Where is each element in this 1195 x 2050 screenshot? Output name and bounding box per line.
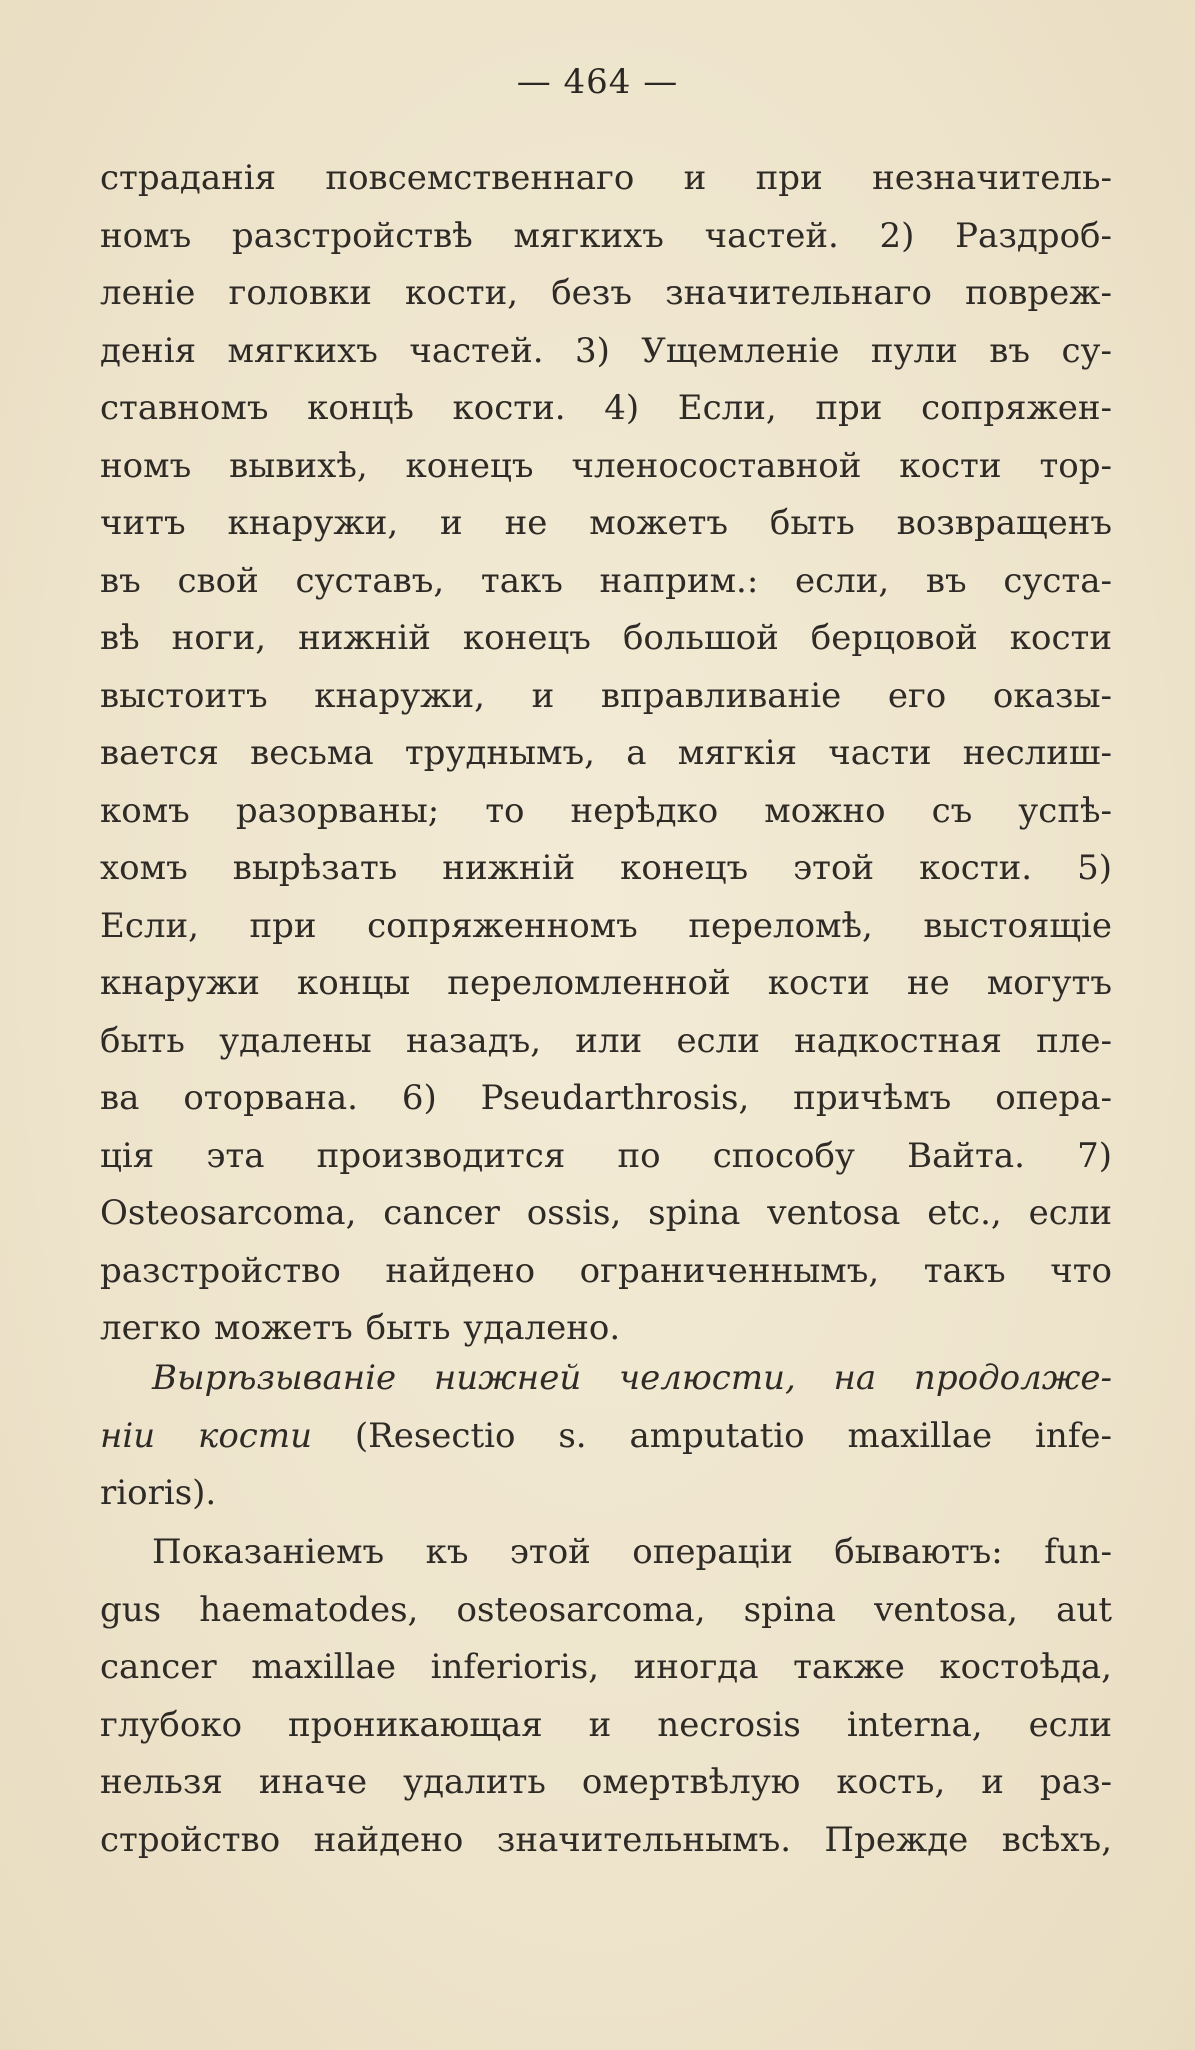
text-line: хомъ вырѣзать нижній конецъ этой кости. 5) (100, 848, 1112, 888)
section-heading-italic: ніи кости (100, 1415, 312, 1456)
text-line: страданія повсемственнаго и при незначитель- (100, 158, 1112, 198)
text-line: нельзя иначе удалить омертвѣлую кость, и раз- (100, 1762, 1112, 1802)
text-line: вается весьма труднымъ, а мягкія части неслиш- (100, 733, 1112, 773)
text-line: Если, при сопряженномъ переломѣ, выстоящіе (100, 905, 1112, 946)
text-line: ва оторвана. 6) Pseudarthrosis, причѣмъ опера- (100, 1078, 1112, 1118)
text-line: ставномъ концѣ кости. 4) Если, при сопряжен- (100, 388, 1112, 428)
text-line: номъ вывихѣ, конецъ членосоставной кости тор- (100, 445, 1112, 486)
text-line: стройство найдено значительнымъ. Прежде всѣхъ, (100, 1819, 1112, 1860)
page-number: — 464 — (516, 62, 679, 102)
paragraph-indications-operation (100, 1524, 1112, 1869)
section-heading-paragraph (100, 1350, 1112, 1523)
text-line: легко можетъ быть удалено. (100, 1308, 621, 1348)
section-heading-line: rioris). (100, 1473, 217, 1513)
text-line: быть удалены назадъ, или если надкостная пле- (100, 1020, 1112, 1061)
text-line: глубоко проникающая и necrosis interna, если (100, 1704, 1112, 1745)
paragraph-indications-list (100, 150, 1112, 1358)
text-line: въ свой суставъ, такъ наприм.: если, въ суста- (100, 560, 1112, 601)
text-line: денія мягкихъ частей. 3) Ущемленіе пули въ су- (100, 330, 1112, 371)
text-line: Показаніемъ къ этой операціи бываютъ: fun- (152, 1532, 1112, 1572)
section-heading-line: Вырѣзываніе нижней челюсти, на продолже- (152, 1358, 1112, 1398)
text-line: читъ кнаружи, и не можетъ быть возвращенъ (100, 503, 1112, 543)
section-heading-latin: (Resectio s. amputatio maxillae infe- (312, 1415, 1112, 1456)
text-line: разстройство найдено ограниченнымъ, такъ что (100, 1250, 1112, 1291)
text-line: номъ разстройствѣ мягкихъ частей. 2) Раздроб- (100, 215, 1112, 256)
text-line: кнаружи концы переломленной кости не могутъ (100, 963, 1112, 1003)
text-line: ція эта производится по способу Вайта. 7) (100, 1135, 1112, 1176)
text-line: cancer maxillae inferioris, иногда также костоѣда, (100, 1647, 1112, 1687)
text-line: вѣ ноги, нижній конецъ большой берцовой кости (100, 618, 1112, 658)
text-line: gus haematodes, osteosarcoma, spina ventosa, aut (100, 1589, 1112, 1630)
text-line: леніе головки кости, безъ значительнаго повреж- (100, 273, 1112, 313)
text-line: Osteosarcoma, cancer ossis, spina ventosa etc., если (100, 1193, 1112, 1233)
section-heading-line (100, 1408, 1112, 1466)
text-line: выстоитъ кнаружи, и вправливаніе его оказы- (100, 675, 1112, 716)
text-line: комъ разорваны; то нерѣдко можно съ успѣ- (100, 790, 1112, 831)
